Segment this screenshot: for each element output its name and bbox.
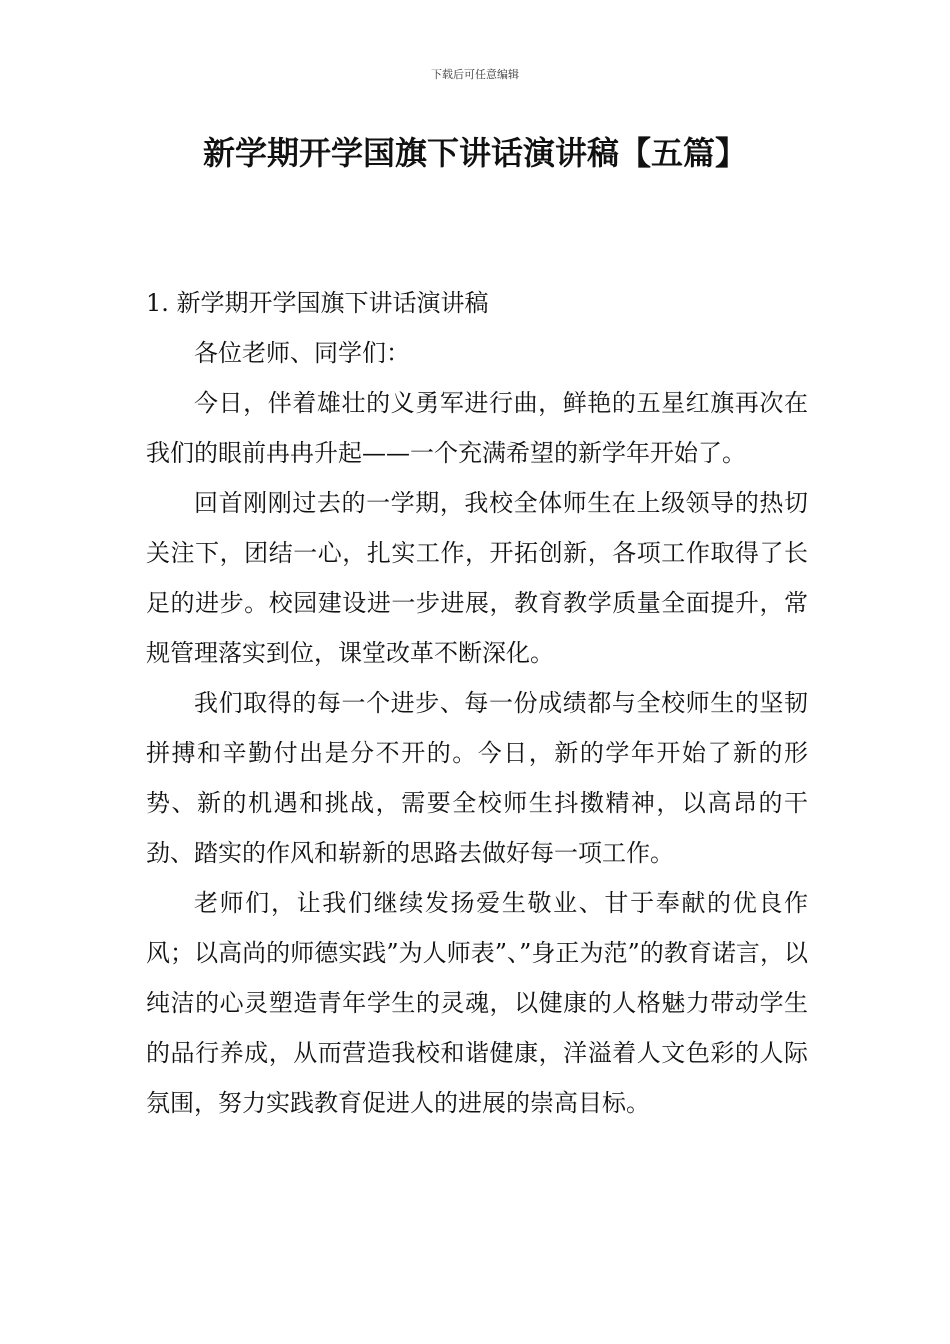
header-note: 下载后可任意编辑 [431,68,519,81]
document-title: 新学期开学国旗下讲话演讲稿【五篇】 [202,134,747,172]
paragraph-salutation: 各位老师、同学们： [194,339,410,367]
paragraph: 我们取得的每一个进步、每一份成绩都与全校师生的坚韧拼搏和辛勤付出是分不开的。今日，新的学年开始了新的形势、新的机遇和挑战，需要全校师生抖擞精神，以高昂的干劲、踏实的作风和崭新的思路去做好每一项工作。 [146,689,808,867]
paragraph: 今日，伴着雄壮的义勇军进行曲，鲜艳的五星红旗再次在我们的眼前冉冉升起——一个充满希望的新学年开始了。 [146,389,808,467]
paragraph: 老师们，让我们继续发扬爱生敬业、甘于奉献的优良作风；以高尚的师德实践”为人师表”、”身正为范”的教育诺言，以纯洁的心灵塑造青年学生的灵魂，以健康的人格魅力带动学生的品行养成，从而营造我校和谐健康，洋溢着人文色彩的人际氛围，努力实践教育促进人的进展的崇高目标。 [146,889,808,1117]
paragraph: 回首刚刚过去的一学期，我校全体师生在上级领导的热切关注下，团结一心，扎实工作，开拓创新，各项工作取得了长足的进步。校园建设进一步进展，教育教学质量全面提升，常规管理落实到位，课堂改革不断深化。 [146,489,808,667]
document-body [146,278,808,1128]
section-heading: 1. 新学期开学国旗下讲话演讲稿 [146,289,489,317]
